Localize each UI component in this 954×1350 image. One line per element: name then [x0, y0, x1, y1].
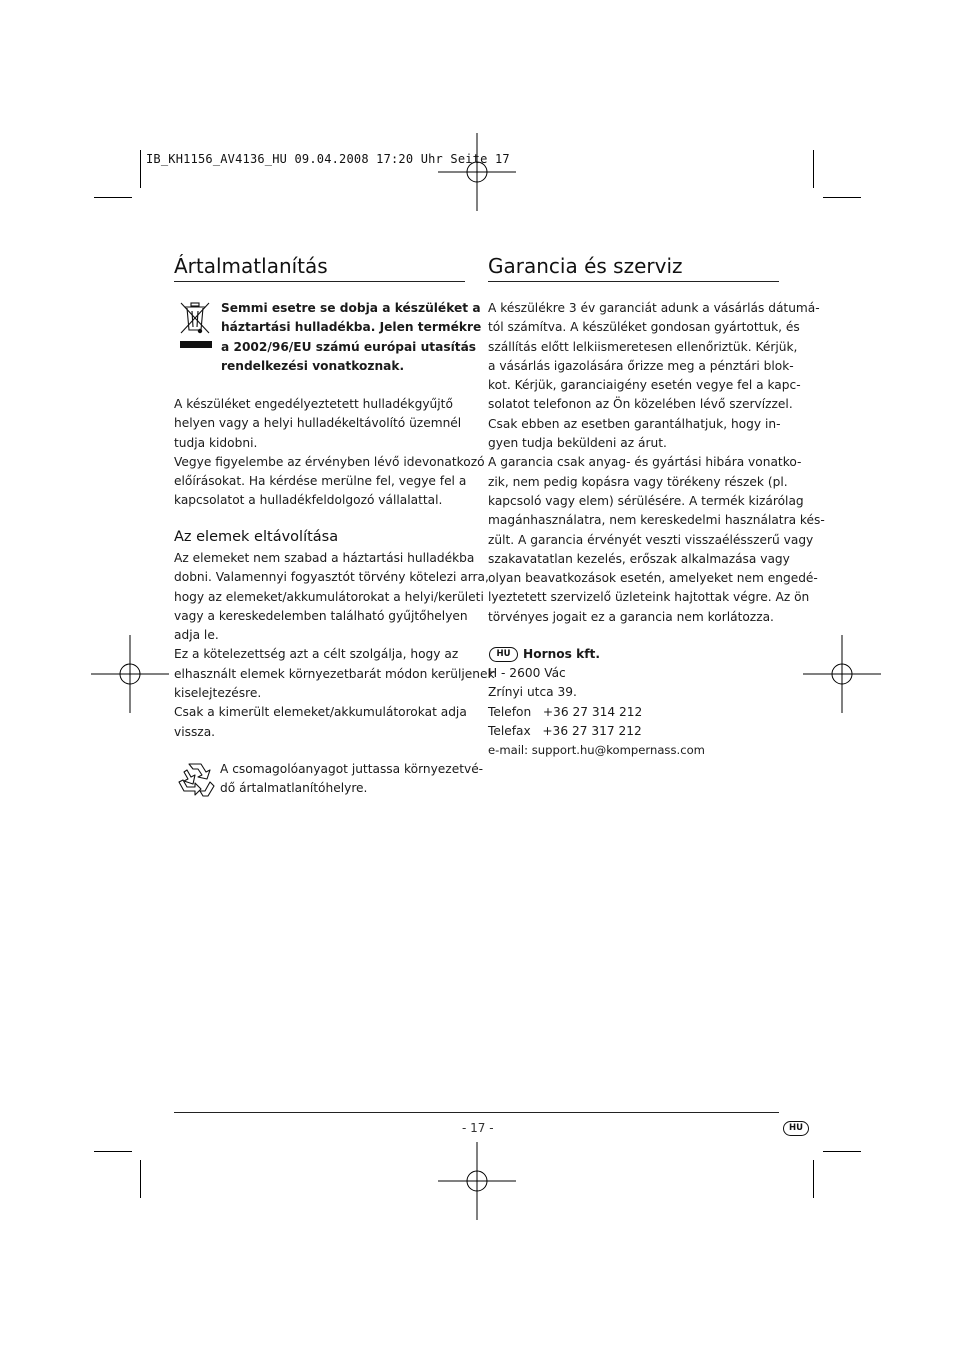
warranty-title: Garancia és szerviz	[488, 254, 683, 278]
disposal-body: A készüléket engedélyeztetett hulladékgyűjtő helyen vagy a helyi hulladékeltávolító üzemnél tudja kidobni. Vegye figyelembe az érvényben lévő idevonatkozó előírásokat. Ha kérdése merülne fel, vegye fel a kapcsolatot a hulladékfeldolgozó vállalattal.	[174, 397, 485, 508]
registration-mark-bottom	[438, 1142, 516, 1220]
warranty-body: A készülékre 3 év garanciát adunk a vásárlás dátumá- tól számítva. A készüléket gondosan gyártottuk, és szállítás előtt lelkiismeretesen ellenőriztük. Kérjük, a vásárlás igazolására őrizze meg a pénztári blok- kot. Kérjük, garanciaigény esetén vegye fel a kapc- solatot telefonon az Ön közelében lévő szervízzel. Csak ebben az esetben garantálhatjuk, hogy in- gyen tudja beküldeni az árut. A garancia csak anyag- és gyártási hibára vonatko- zik, nem pedig kopásra vagy törékeny részek (pl. kapcsoló vagy elem) sérülésére. A termék kizárólag magánhasználatra, nem kereskedelmi használatra kés- zült. A garancia érvényét veszti visszaélésszerű vagy szakavatatlan kezelés, erőszak alkalmazása vagy olyan beavatkozások esetén, amelyeket nem engedé- lyeztetett szervizelő üzleteink hajtottak végre. Az ön törvényes jogait ez a garancia nem korlátozza.	[488, 301, 825, 624]
registration-mark-top	[438, 133, 516, 211]
warranty-title-rule	[488, 281, 779, 282]
print-slug: IB_KH1156_AV4136_HU 09.04.2008 17:20 Uhr Seite 17	[146, 152, 510, 166]
country-badge: HU	[489, 647, 518, 662]
disposal-title-rule	[174, 281, 465, 282]
registration-mark-right	[803, 635, 881, 713]
footer-rule	[174, 1112, 779, 1113]
registration-mark-left	[91, 635, 169, 713]
page-number: - 17 -	[462, 1121, 494, 1135]
service-company: Hornos kft.	[523, 647, 600, 661]
recycle-note: A csomagolóanyagot juttassa környezetvé- dő ártalmatlanítóhelyre.	[220, 762, 484, 796]
footer-lang-badge: HU	[783, 1121, 809, 1136]
recycle-icon	[174, 760, 216, 800]
service-address: H - 2600 Vác Zrínyi utca 39. Telefon +36 27 314 212 Telefax +36 27 317 212	[488, 666, 643, 738]
battery-subtitle: Az elemek eltávolítása	[174, 529, 339, 545]
disposal-title: Ártalmatlanítás	[174, 254, 328, 278]
weee-warning: Semmi esetre se dobja a készüléket a háztartási hulladékba. Jelen termékre a 2002/96/EU számú európai utasítás rendelkezési vonatkoznak.	[221, 301, 482, 373]
battery-body: Az elemeket nem szabad a háztartási hulladékba dobni. Valamennyi fogyasztót törvény kötelezi arra, hogy az elemeket/akkumulátorokat a helyi/kerületi vagy a kereskedelemben található gyűjtőhelyen adja le. Ez a kötelezettség azt a célt szolgálja, hogy az elhasznált elemek környezetbarát módon kerüljenek kiselejtezésre. Csak a kimerült elemeket/akkumulátorokat adja vissza.	[174, 551, 495, 739]
weee-bin-icon	[178, 300, 214, 350]
service-email: e-mail: support.hu@kompernass.com	[488, 743, 705, 757]
